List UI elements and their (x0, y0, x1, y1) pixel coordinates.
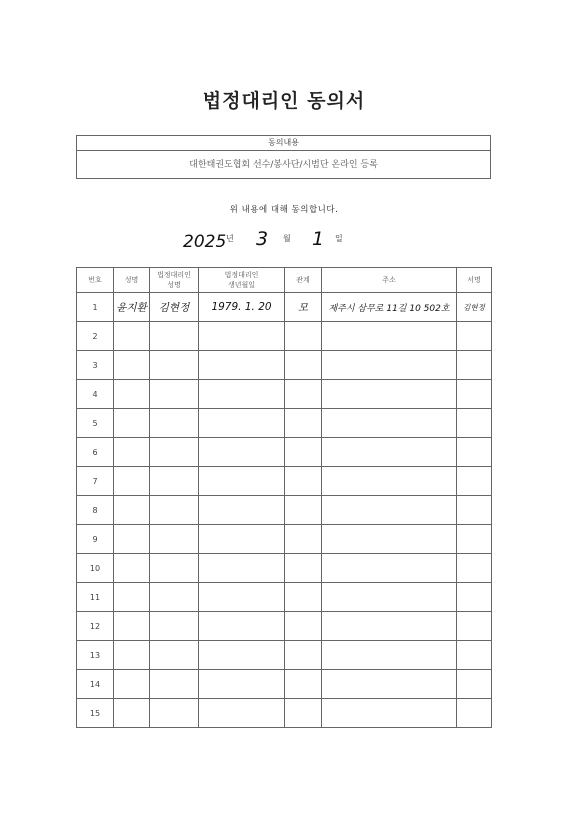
cell-relation (285, 699, 322, 728)
header-guardian-birth-line2: 생년월일 (227, 281, 256, 289)
cell-name (114, 409, 150, 438)
cell-address (322, 380, 457, 409)
signature-date (0, 228, 568, 258)
cell-no: 4 (77, 380, 114, 409)
date-year-unit: 년 (226, 234, 234, 243)
cell-name: 윤지환 (114, 293, 150, 322)
cell-relation (285, 438, 322, 467)
header-relation: 관계 (285, 268, 322, 293)
cell-address: 제주시 삼무로 11길 10 502호 (322, 293, 457, 322)
cell-guardian-name (150, 612, 199, 641)
cell-relation (285, 525, 322, 554)
cell-relation: 모 (285, 293, 322, 322)
header-guardian-name (150, 268, 199, 293)
cell-guardian-birth (199, 699, 285, 728)
document-title: 법정대리인 동의서 (202, 90, 366, 112)
cell-guardian-birth (199, 554, 285, 583)
cell-signature (457, 641, 492, 670)
header-address: 주소 (322, 268, 457, 293)
cell-name (114, 641, 150, 670)
table-row (77, 699, 492, 728)
cell-no: 8 (77, 496, 114, 525)
cell-signature (457, 583, 492, 612)
table-row (77, 438, 492, 467)
header-guardian-birth-line1: 법정대리인 (224, 271, 259, 279)
cell-no: 2 (77, 322, 114, 351)
cell-signature (457, 699, 492, 728)
cell-signature (457, 554, 492, 583)
cell-address (322, 525, 457, 554)
cell-name (114, 670, 150, 699)
cell-signature (457, 612, 492, 641)
consent-body: 대한태권도협회 선수/봉사단/시범단 온라인 등록 (189, 160, 378, 170)
cell-guardian-birth: 1979. 1. 20 (199, 293, 285, 322)
agreement-statement: 위 내용에 대해 동의합니다. (229, 205, 339, 215)
cell-guardian-name (150, 670, 199, 699)
cell-name (114, 699, 150, 728)
cell-guardian-birth (199, 583, 285, 612)
cell-relation (285, 583, 322, 612)
cell-guardian-name (150, 438, 199, 467)
cell-guardian-birth (199, 641, 285, 670)
cell-guardian-name: 김현정 (150, 293, 199, 322)
cell-guardian-name (150, 699, 199, 728)
cell-address (322, 670, 457, 699)
cell-guardian-name (150, 583, 199, 612)
cell-relation (285, 351, 322, 380)
date-month: 3 (256, 228, 269, 250)
cell-guardian-name (150, 322, 199, 351)
cell-signature (457, 496, 492, 525)
cell-signature (457, 351, 492, 380)
table-row (77, 322, 492, 351)
table-row (77, 409, 492, 438)
date-year: 2025 (183, 232, 227, 252)
cell-relation (285, 641, 322, 670)
consent-header: 동의내용 (77, 136, 490, 151)
cell-relation (285, 554, 322, 583)
cell-address (322, 554, 457, 583)
cell-name (114, 554, 150, 583)
cell-name (114, 438, 150, 467)
table-row (77, 293, 492, 322)
cell-name (114, 496, 150, 525)
date-day: 1 (312, 228, 325, 250)
cell-guardian-birth (199, 670, 285, 699)
cell-address (322, 641, 457, 670)
table-row (77, 583, 492, 612)
cell-signature (457, 322, 492, 351)
cell-address (322, 322, 457, 351)
consent-box (76, 135, 491, 179)
cell-no: 9 (77, 525, 114, 554)
cell-relation (285, 409, 322, 438)
cell-relation (285, 322, 322, 351)
cell-relation (285, 670, 322, 699)
date-month-unit: 월 (283, 234, 291, 243)
cell-no: 7 (77, 467, 114, 496)
cell-guardian-name (150, 380, 199, 409)
cell-signature (457, 670, 492, 699)
cell-address (322, 612, 457, 641)
cell-guardian-birth (199, 525, 285, 554)
guardian-roster-table (76, 267, 492, 728)
cell-no: 6 (77, 438, 114, 467)
cell-name (114, 525, 150, 554)
header-guardian-birth (199, 268, 285, 293)
cell-no: 11 (77, 583, 114, 612)
cell-name (114, 380, 150, 409)
cell-guardian-name (150, 351, 199, 380)
table-row (77, 641, 492, 670)
cell-no: 3 (77, 351, 114, 380)
cell-no: 10 (77, 554, 114, 583)
cell-name (114, 467, 150, 496)
table-row (77, 670, 492, 699)
cell-signature: 김현정 (457, 293, 492, 322)
cell-guardian-name (150, 496, 199, 525)
table-row (77, 554, 492, 583)
cell-no: 14 (77, 670, 114, 699)
cell-address (322, 496, 457, 525)
cell-guardian-name (150, 467, 199, 496)
cell-guardian-birth (199, 322, 285, 351)
table-row (77, 380, 492, 409)
cell-relation (285, 496, 322, 525)
cell-guardian-name (150, 525, 199, 554)
date-day-unit: 일 (335, 234, 343, 243)
cell-relation (285, 612, 322, 641)
header-no: 번호 (77, 268, 114, 293)
cell-address (322, 583, 457, 612)
header-name: 성명 (114, 268, 150, 293)
cell-relation (285, 467, 322, 496)
cell-signature (457, 525, 492, 554)
table-row (77, 525, 492, 554)
table-row (77, 612, 492, 641)
cell-no: 13 (77, 641, 114, 670)
cell-no: 15 (77, 699, 114, 728)
cell-no: 12 (77, 612, 114, 641)
cell-guardian-name (150, 409, 199, 438)
cell-address (322, 699, 457, 728)
header-signature: 서명 (457, 268, 492, 293)
cell-name (114, 583, 150, 612)
cell-address (322, 467, 457, 496)
cell-address (322, 351, 457, 380)
cell-name (114, 351, 150, 380)
cell-guardian-birth (199, 612, 285, 641)
cell-address (322, 438, 457, 467)
cell-guardian-birth (199, 438, 285, 467)
cell-guardian-name (150, 554, 199, 583)
cell-relation (285, 380, 322, 409)
cell-no: 5 (77, 409, 114, 438)
table-row (77, 351, 492, 380)
cell-name (114, 612, 150, 641)
cell-guardian-name (150, 641, 199, 670)
header-guardian-name-line2: 성명 (167, 281, 181, 289)
cell-address (322, 409, 457, 438)
cell-no: 1 (77, 293, 114, 322)
cell-signature (457, 467, 492, 496)
cell-guardian-birth (199, 409, 285, 438)
table-header-row (77, 268, 492, 293)
table-row (77, 496, 492, 525)
table-row (77, 467, 492, 496)
cell-signature (457, 409, 492, 438)
cell-guardian-birth (199, 351, 285, 380)
cell-guardian-birth (199, 467, 285, 496)
header-guardian-name-line1: 법정대리인 (157, 271, 191, 279)
cell-signature (457, 380, 492, 409)
cell-guardian-birth (199, 380, 285, 409)
cell-signature (457, 438, 492, 467)
cell-name (114, 322, 150, 351)
cell-guardian-birth (199, 496, 285, 525)
